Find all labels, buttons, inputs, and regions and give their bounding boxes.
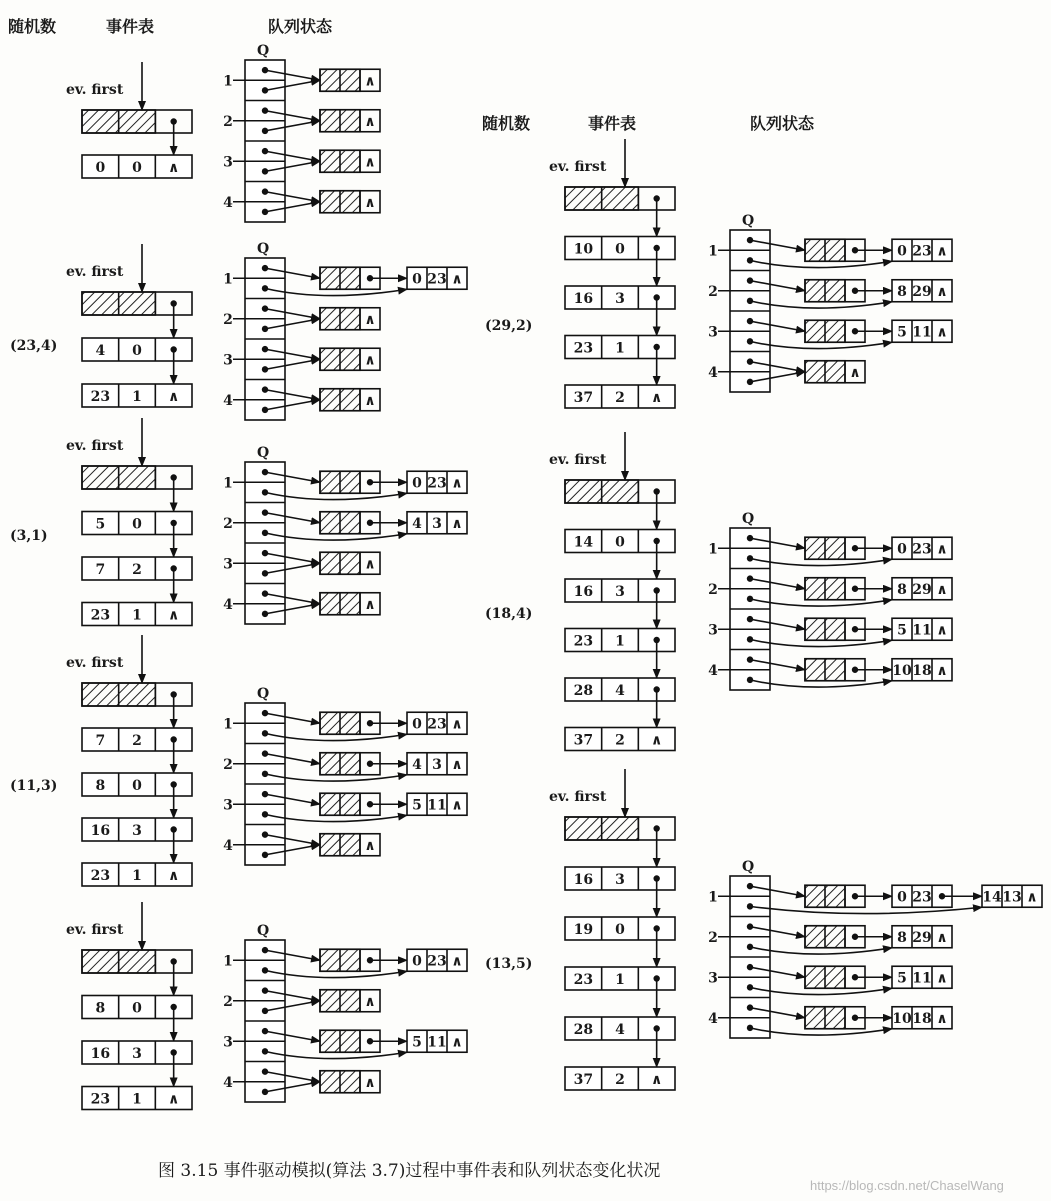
event-node [565, 385, 675, 408]
customer-node [407, 1030, 467, 1052]
state-panel [66, 43, 380, 222]
null-pointer: ∧ [167, 607, 180, 624]
queue-index: 4 [708, 662, 718, 679]
queue-index: 1 [708, 889, 718, 906]
duration: 29 [912, 581, 932, 598]
event-time: 19 [573, 922, 594, 938]
header-events-left: 事件表 [106, 17, 155, 36]
queue-index: 2 [708, 581, 718, 598]
event-time: 37 [573, 1072, 594, 1088]
header-random-right: 随机数 [482, 114, 531, 133]
queue-index: 1 [223, 73, 233, 90]
event-time: 4 [95, 343, 106, 359]
arrival-time: 5 [897, 622, 907, 639]
customer-node [407, 753, 467, 775]
queue-index: 4 [223, 837, 233, 854]
event-node [565, 1067, 675, 1090]
event-type: 2 [615, 1072, 625, 1088]
customer-node [892, 618, 952, 640]
null-pointer: ∧ [451, 953, 463, 970]
null-pointer: ∧ [936, 622, 948, 639]
event-type: 2 [615, 732, 625, 749]
ev-first-label: ev. first [549, 159, 607, 175]
null-pointer: ∧ [364, 194, 376, 211]
arrival-time: 8 [897, 581, 907, 598]
queue-index: 1 [223, 953, 233, 970]
queue-array-label: Q [742, 511, 755, 527]
queue-index: 1 [708, 541, 718, 558]
null-pointer: ∧ [364, 311, 376, 328]
null-pointer: ∧ [451, 716, 463, 733]
state-panel [66, 902, 467, 1110]
event-type: 0 [132, 343, 142, 359]
event-type: 2 [132, 562, 142, 578]
arrival-time: 8 [897, 929, 907, 946]
ev-first-label: ev. first [549, 452, 607, 468]
event-type: 1 [615, 340, 625, 357]
null-pointer: ∧ [936, 929, 948, 946]
queue-index: 3 [708, 970, 718, 987]
queue-index: 3 [223, 1034, 233, 1051]
queue-index: 2 [223, 311, 233, 328]
event-type: 0 [615, 534, 625, 551]
state-panel [10, 418, 467, 626]
null-pointer: ∧ [451, 797, 463, 814]
event-type: 1 [132, 868, 142, 884]
duration: 29 [912, 283, 932, 300]
random-pair-label: (11,3) [10, 778, 58, 794]
event-type: 1 [132, 607, 142, 624]
event-time: 23 [90, 607, 111, 624]
event-time: 23 [573, 972, 594, 988]
queue-index: 3 [223, 797, 233, 814]
duration: 11 [912, 622, 932, 639]
customer-node [407, 267, 467, 289]
arrival-time: 10 [892, 662, 912, 679]
customer-node [892, 239, 952, 261]
event-time: 7 [95, 733, 106, 749]
null-pointer: ∧ [451, 756, 463, 773]
arrival-time: 5 [897, 324, 907, 341]
ev-first-label: ev. first [549, 789, 607, 805]
customer-node [407, 712, 467, 734]
random-pair-label: (29,2) [485, 318, 533, 334]
null-pointer: ∧ [849, 364, 861, 381]
queue-array-label: Q [257, 241, 270, 257]
null-pointer: ∧ [1026, 889, 1038, 906]
null-pointer: ∧ [936, 1010, 948, 1027]
customer-node [892, 320, 952, 342]
event-time: 16 [90, 823, 111, 839]
customer-node [407, 512, 467, 534]
event-type: 1 [615, 972, 625, 988]
ev-first-label: ev. first [66, 82, 124, 98]
customer-node [407, 471, 467, 493]
event-time: 16 [573, 291, 594, 307]
event-type: 0 [132, 1000, 142, 1017]
random-pair-label: (3,1) [10, 528, 48, 544]
state-panel [485, 432, 952, 751]
queue-index: 3 [708, 324, 718, 341]
queue-index: 2 [223, 993, 233, 1010]
event-time: 23 [90, 389, 111, 405]
customer-node [892, 1007, 952, 1029]
null-pointer: ∧ [650, 390, 663, 406]
event-type: 0 [615, 922, 625, 938]
null-pointer: ∧ [364, 113, 376, 130]
event-time: 8 [95, 778, 106, 794]
null-pointer: ∧ [364, 73, 376, 90]
random-pair-label: (18,4) [485, 606, 533, 622]
duration: 3 [432, 515, 442, 532]
event-node [82, 863, 192, 886]
customer-node [407, 793, 467, 815]
event-type: 3 [132, 1046, 142, 1062]
header-events-right: 事件表 [588, 114, 637, 133]
event-time: 23 [573, 633, 594, 650]
arrival-time: 8 [897, 283, 907, 300]
arrival-time: 5 [412, 797, 422, 814]
null-pointer: ∧ [936, 541, 948, 558]
random-pair-label: (13,5) [485, 956, 533, 972]
event-type: 1 [132, 389, 142, 405]
arrival-time: 4 [412, 515, 422, 532]
ev-first-label: ev. first [66, 264, 124, 280]
event-type: 4 [615, 1022, 625, 1038]
null-pointer: ∧ [167, 160, 180, 176]
customer-node [892, 578, 952, 600]
null-pointer: ∧ [650, 732, 663, 749]
queue-index: 2 [708, 283, 718, 300]
event-time: 23 [90, 868, 111, 884]
event-node [82, 384, 192, 407]
queue-index: 4 [223, 194, 233, 211]
event-time: 7 [95, 562, 106, 578]
null-pointer: ∧ [364, 596, 376, 613]
null-pointer: ∧ [364, 556, 376, 573]
queue-index: 2 [708, 929, 718, 946]
duration: 13 [1002, 889, 1022, 906]
duration: 23 [427, 953, 447, 970]
event-time: 16 [573, 872, 594, 888]
null-pointer: ∧ [364, 993, 376, 1010]
null-pointer: ∧ [364, 837, 376, 854]
event-node [82, 1087, 192, 1110]
customer-node [892, 280, 952, 302]
queue-index: 1 [708, 243, 718, 260]
duration: 11 [427, 797, 447, 814]
event-time: 8 [95, 1000, 106, 1017]
queue-index: 4 [708, 364, 718, 381]
duration: 23 [912, 541, 932, 558]
null-pointer: ∧ [167, 1091, 180, 1108]
duration: 23 [912, 889, 932, 906]
queue-index: 2 [223, 756, 233, 773]
header-queues-left: 队列状态 [268, 17, 333, 36]
queue-index: 1 [223, 716, 233, 733]
null-pointer: ∧ [364, 1074, 376, 1091]
arrival-time: 0 [412, 716, 422, 733]
event-type: 4 [615, 683, 625, 699]
queue-index: 1 [223, 475, 233, 492]
arrival-time: 0 [897, 541, 907, 558]
event-type: 0 [132, 516, 142, 533]
queue-index: 4 [223, 596, 233, 613]
event-type: 3 [615, 872, 625, 888]
queue-index: 4 [223, 392, 233, 409]
event-time: 23 [90, 1091, 111, 1108]
state-panel [10, 635, 467, 886]
null-pointer: ∧ [167, 868, 180, 884]
duration: 23 [427, 475, 447, 492]
duration: 11 [912, 970, 932, 987]
null-pointer: ∧ [936, 324, 948, 341]
duration: 11 [427, 1034, 447, 1051]
arrival-time: 5 [897, 970, 907, 987]
queue-index: 1 [223, 271, 233, 288]
event-time: 28 [573, 683, 594, 699]
null-pointer: ∧ [364, 392, 376, 409]
null-pointer: ∧ [936, 970, 948, 987]
event-type: 0 [132, 160, 142, 176]
figure-caption: 图 3.15 事件驱动模拟(算法 3.7)过程中事件表和队列状态变化状况 [158, 1161, 661, 1181]
arrival-time: 0 [897, 889, 907, 906]
queue-index: 4 [708, 1010, 718, 1027]
event-node [82, 603, 192, 626]
event-time: 37 [573, 732, 594, 749]
ev-first-label: ev. first [66, 438, 124, 454]
arrival-time: 10 [892, 1010, 912, 1027]
arrival-time: 0 [897, 243, 907, 260]
arrival-time: 14 [982, 889, 1002, 906]
queue-index: 3 [223, 556, 233, 573]
null-pointer: ∧ [936, 283, 948, 300]
queue-array-label: Q [257, 43, 270, 59]
random-pair-label: (23,4) [10, 338, 58, 354]
event-type: 3 [132, 823, 142, 839]
duration: 3 [432, 756, 442, 773]
arrival-time: 0 [412, 475, 422, 492]
event-node [565, 728, 675, 751]
watermark: https://blog.csdn.net/ChaselWang [810, 1178, 1004, 1193]
event-type: 2 [615, 390, 625, 406]
event-type: 3 [615, 584, 625, 600]
queue-array-label: Q [257, 686, 270, 702]
null-pointer: ∧ [167, 389, 180, 405]
ev-first-label: ev. first [66, 922, 124, 938]
customer-node [982, 885, 1042, 907]
queue-index: 2 [223, 515, 233, 532]
arrival-time: 4 [412, 756, 422, 773]
null-pointer: ∧ [936, 243, 948, 260]
event-time: 16 [573, 584, 594, 600]
state-panel [10, 241, 467, 420]
state-panel [485, 769, 1042, 1090]
event-time: 28 [573, 1022, 594, 1038]
null-pointer: ∧ [451, 515, 463, 532]
customer-node [892, 659, 952, 681]
null-pointer: ∧ [936, 662, 948, 679]
event-node [82, 155, 192, 178]
event-type: 0 [132, 778, 142, 794]
queue-array-label: Q [742, 213, 755, 229]
event-time: 14 [573, 534, 594, 551]
duration: 23 [912, 243, 932, 260]
event-time: 0 [95, 160, 106, 176]
queue-index: 3 [223, 352, 233, 369]
ev-first-label: ev. first [66, 655, 124, 671]
event-time: 23 [573, 340, 594, 357]
duration: 11 [912, 324, 932, 341]
queue-index: 3 [708, 622, 718, 639]
queue-index: 4 [223, 1074, 233, 1091]
null-pointer: ∧ [650, 1072, 663, 1088]
arrival-time: 0 [412, 953, 422, 970]
event-type: 1 [132, 1091, 142, 1108]
duration: 18 [912, 662, 932, 679]
queue-array-label: Q [257, 923, 270, 939]
header-queues-right: 队列状态 [750, 114, 815, 133]
event-time: 5 [95, 516, 106, 533]
null-pointer: ∧ [364, 154, 376, 171]
header-random-left: 随机数 [8, 17, 57, 36]
queue-array-label: Q [257, 445, 270, 461]
queue-index: 2 [223, 113, 233, 130]
customer-node [892, 537, 952, 559]
null-pointer: ∧ [936, 581, 948, 598]
event-time: 37 [573, 390, 594, 406]
event-type: 1 [615, 633, 625, 650]
duration: 23 [427, 716, 447, 733]
queue-index: 3 [223, 154, 233, 171]
null-pointer: ∧ [451, 1034, 463, 1051]
customer-node [892, 926, 952, 948]
duration: 18 [912, 1010, 932, 1027]
customer-node [892, 966, 952, 988]
state-panel [485, 139, 952, 408]
duration: 29 [912, 929, 932, 946]
null-pointer: ∧ [451, 271, 463, 288]
customer-node [407, 949, 467, 971]
event-time: 10 [573, 241, 594, 258]
event-type: 3 [615, 291, 625, 307]
null-pointer: ∧ [451, 475, 463, 492]
event-time: 16 [90, 1046, 111, 1062]
queue-array-label: Q [742, 859, 755, 875]
event-type: 0 [615, 241, 625, 258]
arrival-time: 0 [412, 271, 422, 288]
event-type: 2 [132, 733, 142, 749]
arrival-time: 5 [412, 1034, 422, 1051]
duration: 23 [427, 271, 447, 288]
null-pointer: ∧ [364, 352, 376, 369]
